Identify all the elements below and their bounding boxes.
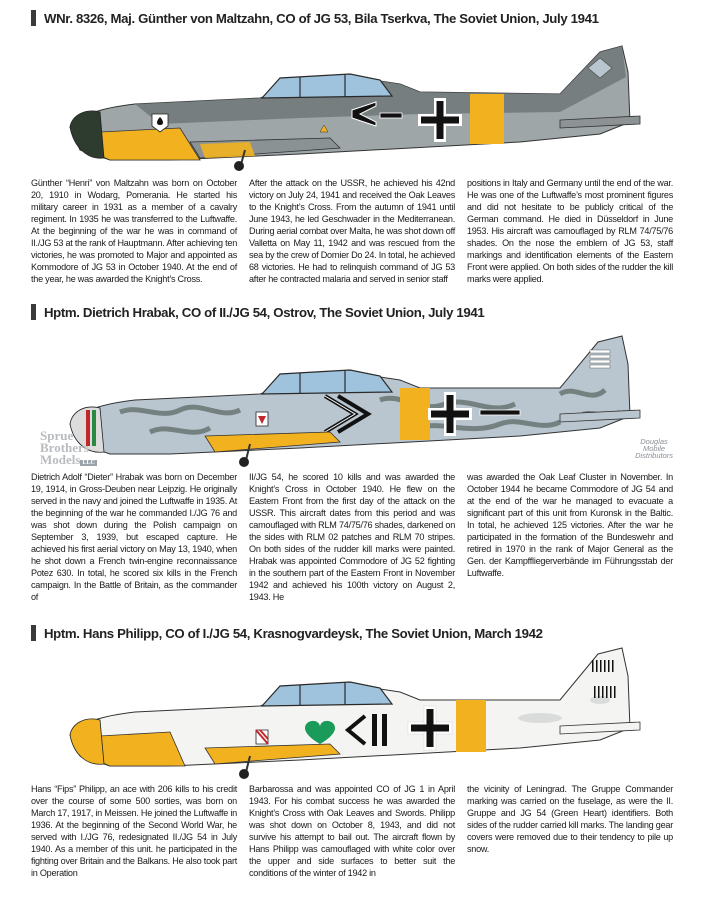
watermark-line-3: Models bbox=[40, 452, 81, 467]
section-2-heading bbox=[0, 301, 484, 323]
section-2-text bbox=[31, 472, 673, 603]
watermark-llc: LLC bbox=[82, 460, 95, 466]
section-2-col-3: was awarded the Oak Leaf Cluster in November. In October 1944 he became Commodore of JG 54 and at the end of the war he managed to evacuate a significant part of this unit from Kuronsk in the Baltic. In total, he achieved 125 victories. After the war he participated in the formation of the Bundeswehr and retired in 1970 in the rank of Major General as the Gen. der Kampffliegerverbände im Führungsstab der Luftwaffe. bbox=[467, 472, 673, 578]
section-3-text bbox=[31, 784, 673, 880]
section-1-col-1: Günther “Henri” von Maltzahn was born on October 20, 1910 in Wodarg, Pomerania. He started his military career in 1931 as a member of a cavalry regiment. In 1935 he was transferred to the Luftwaffe. At the beginning of the war he was in command of II./JG 53 at the rank of Hauptmann. After achieving ten victories, he was promoted to Major and appointed as Kommodore of JG 53 in October 1940. At the end of the year, he was awarded the Knight’s Cross. bbox=[31, 178, 237, 284]
section-1-text bbox=[31, 178, 673, 286]
section-3-col-1: Hans “Fips” Philipp, an ace with 206 kills to his credit over the course of some 500 sorties, was born on March 17, 1917, in Meissen. He joined the Luftwaffe in 1936. At the beginning of the Second World War, he served with I./JG 76, redesignated II./JG 54 in July 1940. As a member of this unit. he participated in the fighting over Britain and the Balkans. He also took part in Operation bbox=[31, 784, 237, 878]
watermark-right-line-2: Mobile bbox=[642, 444, 666, 453]
section-1-heading bbox=[0, 7, 599, 29]
section-2-title: Hptm. Dietrich Hrabak, CO of II./JG 54, Ostrov, The Soviet Union, July 1941 bbox=[44, 304, 485, 320]
section-3-col-2: Barbarossa and was appointed CO of JG 1 in April 1943. For his combat success he was awarded the Knight’s Cross with Oak Leaves and Swords. Philipp was shot down on October 8, 1943, and did not survive his attempt to bail out. The aircraft flown by Hans Philipp was camouflaged with white color over the upper and side surfaces to better suit the conditions of the winter of 1942 in bbox=[249, 784, 455, 878]
bf109-hrabak-profile bbox=[0, 324, 703, 470]
watermark-right-line-1: Douglas bbox=[640, 437, 668, 446]
watermark-sprue-brothers bbox=[40, 430, 97, 469]
section-2-col-2: II/JG 54, he scored 10 kills and was awarded the Knight’s Cross in October 1940. He flew on the Eastern Front from the first day of the attack on the USSR. This aircraft dates from this period and was camouflaged with RLM 74/75/76 shades, darkened on the sides with RLM 02 patches and RLM 70 stripes. On both sides of the rudder kill marks were painted. Hrabak was appointed Commodore of JG 52 fighting in the southern part of the Eastern Front in November 1942 and achieved his 100th victory on August 2, 1943. He bbox=[249, 472, 455, 602]
watermark-line-1: Sprue bbox=[40, 428, 74, 443]
section-3-title: Hptm. Hans Philipp, CO of I./JG 54, Krasnogvardeysk, The Soviet Union, March 1942 bbox=[44, 625, 543, 641]
heading-marker bbox=[31, 304, 36, 320]
section-3-col-3: the vicinity of Leningrad. The Gruppe Commander marking was carried on the fuselage, as were the II. Gruppe and JG 54 (Green Heart) identifiers. Both sides of the rudder carried kill marks. The landing gear covers were removed due to their tendency to pile up snow. bbox=[467, 784, 673, 854]
section-1-col-2: After the attack on the USSR, he achieved his 42nd victory on July 24, 1941 and received the Oak Leaves to the Knight’s Cross. From the autumn of 1941 until June 1943, he led Geschwader in the Mediterranean. During aerial combat over Malta, he was shot down off Valletta on May 11, 1942 and was rescued from the sea by the crew of Dornier Do 24. In total, he achieved 68 victories. He had to relinquish command of JG 53 after he contracted malaria and served in senior staff bbox=[249, 178, 455, 284]
section-1-col-3: positions in Italy and Germany until the end of the war. He was one of the Luftwaffe’s most prominent figures and did not hesitate to be publicly critical of the German command. He died in Düsseldorf in June 1953. His aircraft was camouflaged by RLM 74/75/76 shades. On the nose the emblem of JG 53, staff markings and identification elements of the Eastern Front were applied. On both sides of the rudder the kill marks were applied. bbox=[467, 178, 673, 284]
section-1-title: WNr. 8326, Maj. Günther von Maltzahn, CO of JG 53, Bila Tserkva, The Soviet Union, July 1941 bbox=[44, 10, 599, 26]
section-2-col-1: Dietrich Adolf “Dieter” Hrabak was born on December 19, 1914, in Gross-Deuben near Leipzig. He originally served in the navy and joined the Luftwaffe in 1935. At the beginning of the war he commanded I./JG 76 and was shot down during the Polish campaign on September 3, 1939, but escaped capture. He achieved his first aerial victory on May 13, 1940, when he shot down a French twin-engine reconnaissance Potez 630. In total, he scored six kills in the French campaign. In the Battle of Britain, as the commander of bbox=[31, 472, 237, 602]
watermark-line-2: Brothers bbox=[40, 440, 89, 455]
watermark-right-line-3: Distributors bbox=[635, 451, 673, 460]
bf109-philipp-profile bbox=[0, 640, 703, 782]
bf109-maltzahn-profile bbox=[0, 32, 703, 172]
heading-marker bbox=[31, 10, 36, 26]
watermark-douglas-mobile bbox=[635, 438, 673, 459]
heading-marker bbox=[31, 625, 36, 641]
